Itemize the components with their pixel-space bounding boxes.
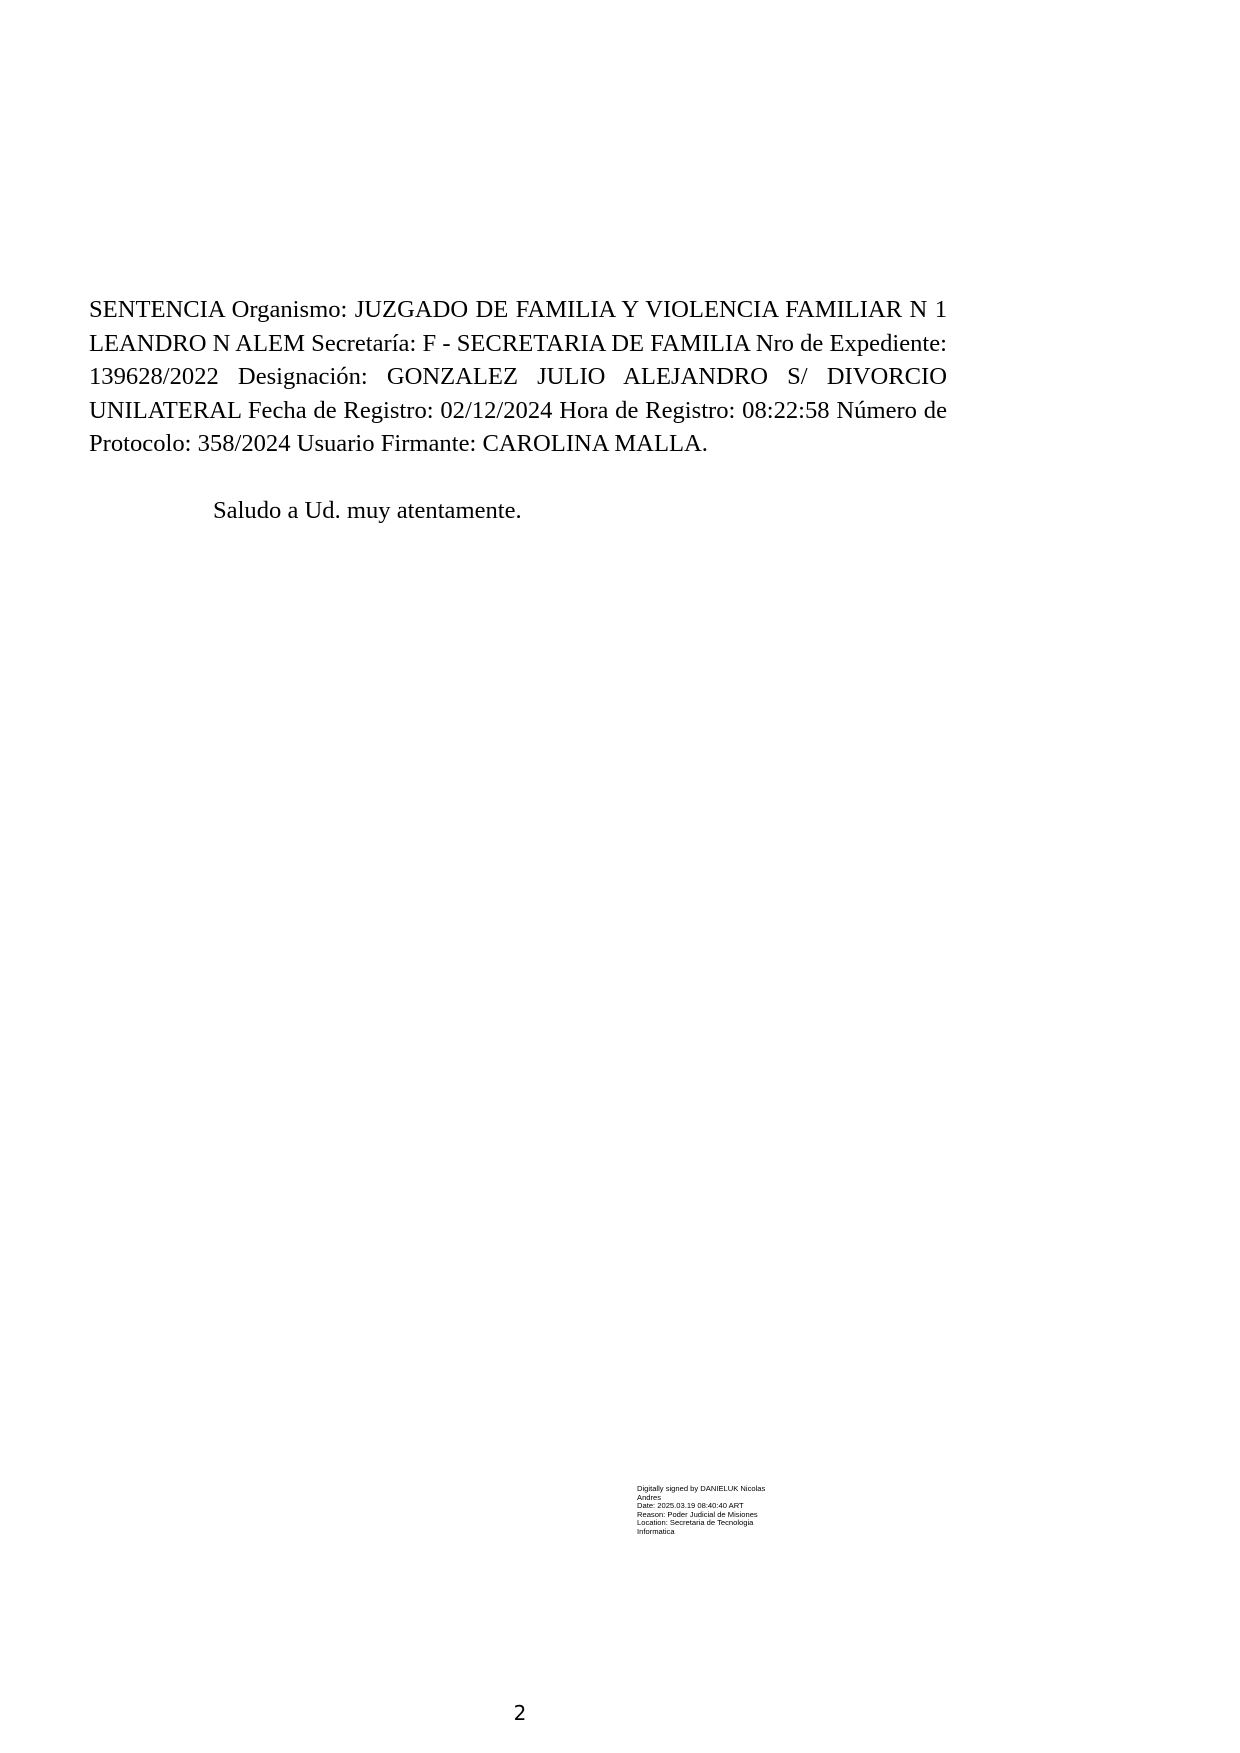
signature-location-cont: Informatica [637, 1526, 675, 1536]
closing-salutation: Saludo a Ud. muy atentamente. [213, 497, 522, 524]
page-number: 2 [513, 1701, 527, 1725]
sentence-record-paragraph: SENTENCIA Organismo: JUZGADO DE FAMILIA Y VIOLENCIA FAMILIAR N 1 LEANDRO N ALEM Secretaría: F - SECRETARIA DE FAMILIA Nro de Expediente: 139628/2022 Designación: GONZALEZ JULIO ALEJANDRO S/ DIVORCIO UNILATERAL Fecha de Registro: 02/12/2024 Hora de Registro: 08:22:58 Número de Protocolo: 358/2024 Usuario Firmante: CAROLINA MALLA. [89, 296, 947, 457]
signature-date: Date: 2025.03.19 08:40:40 ART [637, 1501, 744, 1511]
signature-location: Location: Secretaria de Tecnologia [637, 1518, 754, 1528]
signature-reason: Reason: Poder Judicial de Misiones [637, 1509, 758, 1519]
signature-signed-by-cont: Andres [637, 1492, 662, 1502]
digital-signature-block [637, 1485, 807, 1537]
signature-signed-by: Digitally signed by DANIELUK Nicolas [637, 1484, 766, 1493]
